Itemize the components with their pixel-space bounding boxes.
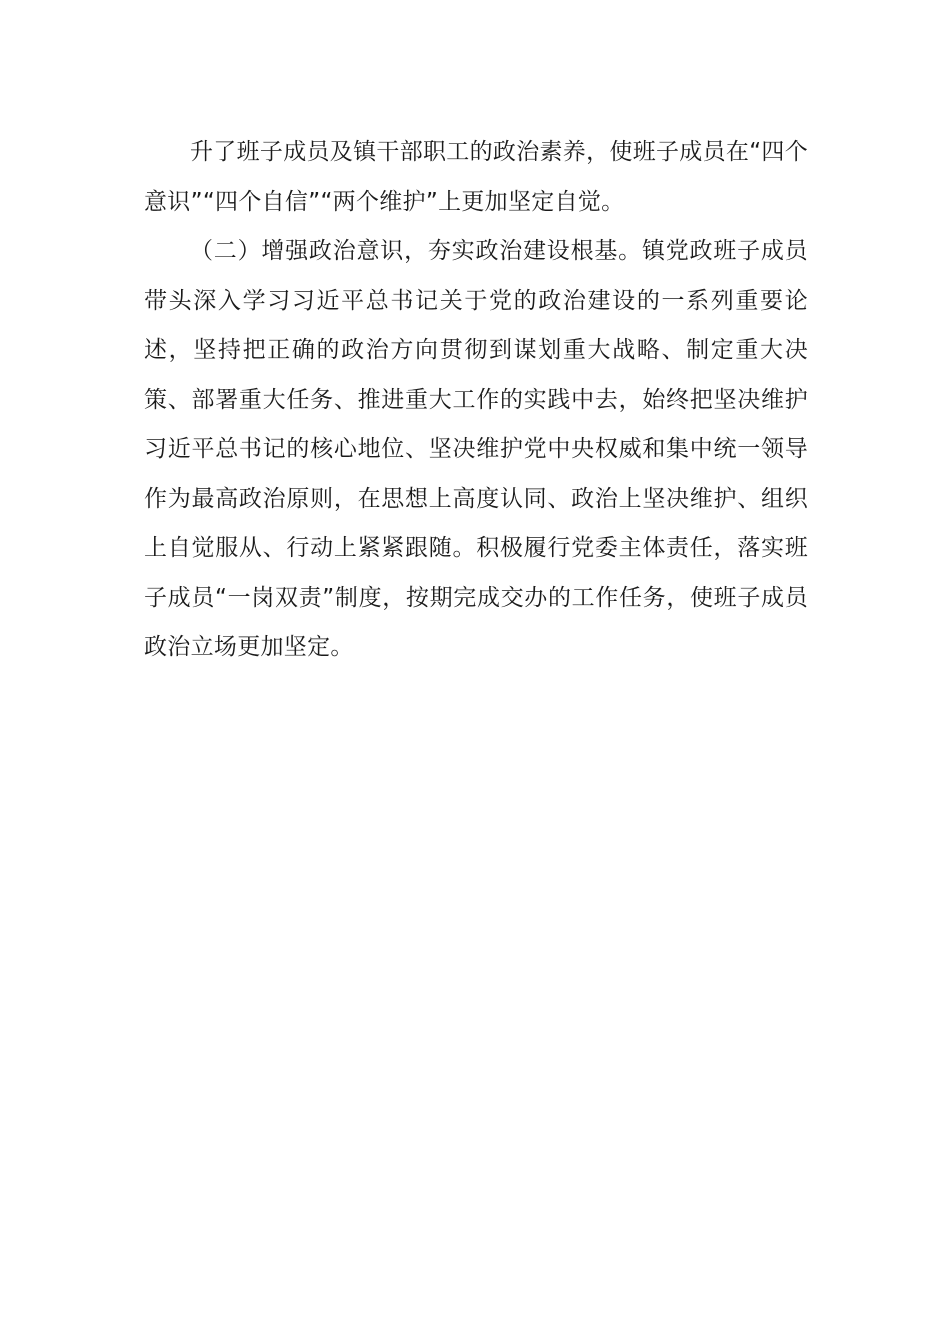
document-body bbox=[144, 128, 808, 673]
paragraph-political-awareness: （二）增强政治意识，夯实政治建设根基。镇党政班子成员带头深入学习习近平总书记关于党的政治建设的一系列重要论述，坚持把正确的政治方向贯彻到谋划重大战略、制定重大决策、部署重大任务、推进重大工作的实践中去，始终把坚决维护习近平总书记的核心地位、坚决维护党中央权威和集中统一领导作为最高政治原则，在思想上高度认同、政治上坚决维护、组织上自觉服从、行动上紧紧跟随。积极履行党委主体责任，落实班子成员“一岗双责”制度，按期完成交办的工作任务，使班子成员政治立场更加坚定。 bbox=[144, 238, 808, 660]
paragraph-political-literacy: 升了班子成员及镇干部职工的政治素养，使班子成员在“四个意识”“四个自信”“两个维护”上更加坚定自觉。 bbox=[144, 139, 809, 215]
